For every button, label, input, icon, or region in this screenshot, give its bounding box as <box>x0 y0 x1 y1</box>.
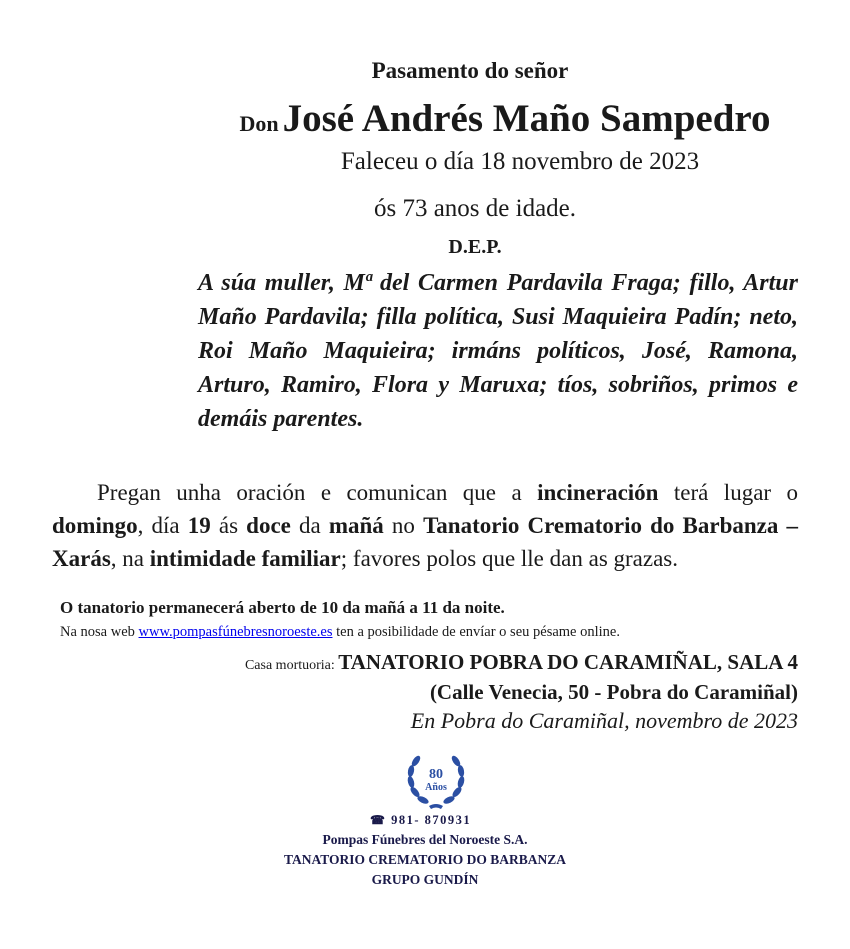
announcement-bold: mañá <box>328 513 384 538</box>
family-paragraph: A súa muller, Mª del Carmen Pardavila Fraga; fillo, Artur Maño Pardavila; filla política, Susi Maquieira Padín; neto, Roi Maño Maquieira; irmáns políticos, José, Ramona, Arturo, Ramiro, Flora y Maruxa; tíos, sobriños, primos e demáis parentes. <box>198 270 798 432</box>
footer-grupo: GRUPO GUNDÍN <box>371 872 479 887</box>
phone-icon: ☎ <box>370 813 387 827</box>
heading: Pasamento do señor <box>371 58 569 83</box>
deceased-name: José Andrés Maño Sampedro <box>282 97 771 140</box>
announcement-bold: doce <box>246 513 291 538</box>
address: (Calle Venecia, 50 - Pobra do Caramiñal) <box>429 680 798 704</box>
announcement-text: terá lugar o <box>658 480 798 505</box>
deceased-name-row <box>160 96 850 141</box>
footer-tanatorio: TANATORIO CREMATORIO DO BARBANZA <box>284 852 566 867</box>
announcement-paragraph <box>52 476 798 575</box>
web-note-after: ten a posibilidade de envíar o seu pésame online. <box>332 624 620 640</box>
web-note-before: Na nosa web <box>60 624 139 640</box>
announcement-bold: incineración <box>537 480 659 505</box>
phone-number: 981- 870931 <box>391 813 472 827</box>
announcement-text: , na <box>110 546 150 571</box>
anniversary-laurel-logo <box>403 748 469 814</box>
age-line: ós 73 anos de idade. <box>373 195 577 222</box>
announcement-bold: Tanatorio Crematorio do Barbanza – Xarás <box>52 513 798 571</box>
logo-number: 80 <box>429 767 443 782</box>
phone <box>370 813 510 828</box>
announcement-bold: intimidade familiar <box>149 546 341 571</box>
title-prefix: Don <box>239 111 279 136</box>
announcement-text: Pregan unha oración e comunican que a <box>97 480 538 505</box>
casa-mortuoria-label: Casa mortuoria: <box>244 658 339 673</box>
announcement-text: ás <box>210 513 247 538</box>
announcement-text: , día <box>137 513 188 538</box>
casa-mortuoria-value: TANATORIO POBRA DO CARAMIÑAL, SALA 4 <box>338 650 798 674</box>
opening-hours-note: O tanatorio permanecerá aberto de 10 da mañá a 11 da noite. <box>60 598 505 617</box>
casa-mortuoria <box>245 650 798 675</box>
logo-word: Años <box>425 782 447 793</box>
death-date: Faleceu o día 18 novembro de 2023 <box>340 148 700 175</box>
website-link[interactable]: www.pompasfúnebresnoroeste.es <box>138 624 333 640</box>
announcement-text: ; favores polos que lle dan as grazas. <box>340 546 678 571</box>
web-note <box>60 624 620 641</box>
announcement-text: no <box>383 513 424 538</box>
announcement-text: da <box>290 513 329 538</box>
announcement-bold: domingo <box>52 513 138 538</box>
announcement-bold: 19 <box>187 513 211 538</box>
place-date: En Pobra do Caramiñal, novembro de 2023 <box>410 708 798 733</box>
dep-label: D.E.P. <box>448 236 502 258</box>
footer-company: Pompas Fúnebres del Noroeste S.A. <box>322 832 528 847</box>
